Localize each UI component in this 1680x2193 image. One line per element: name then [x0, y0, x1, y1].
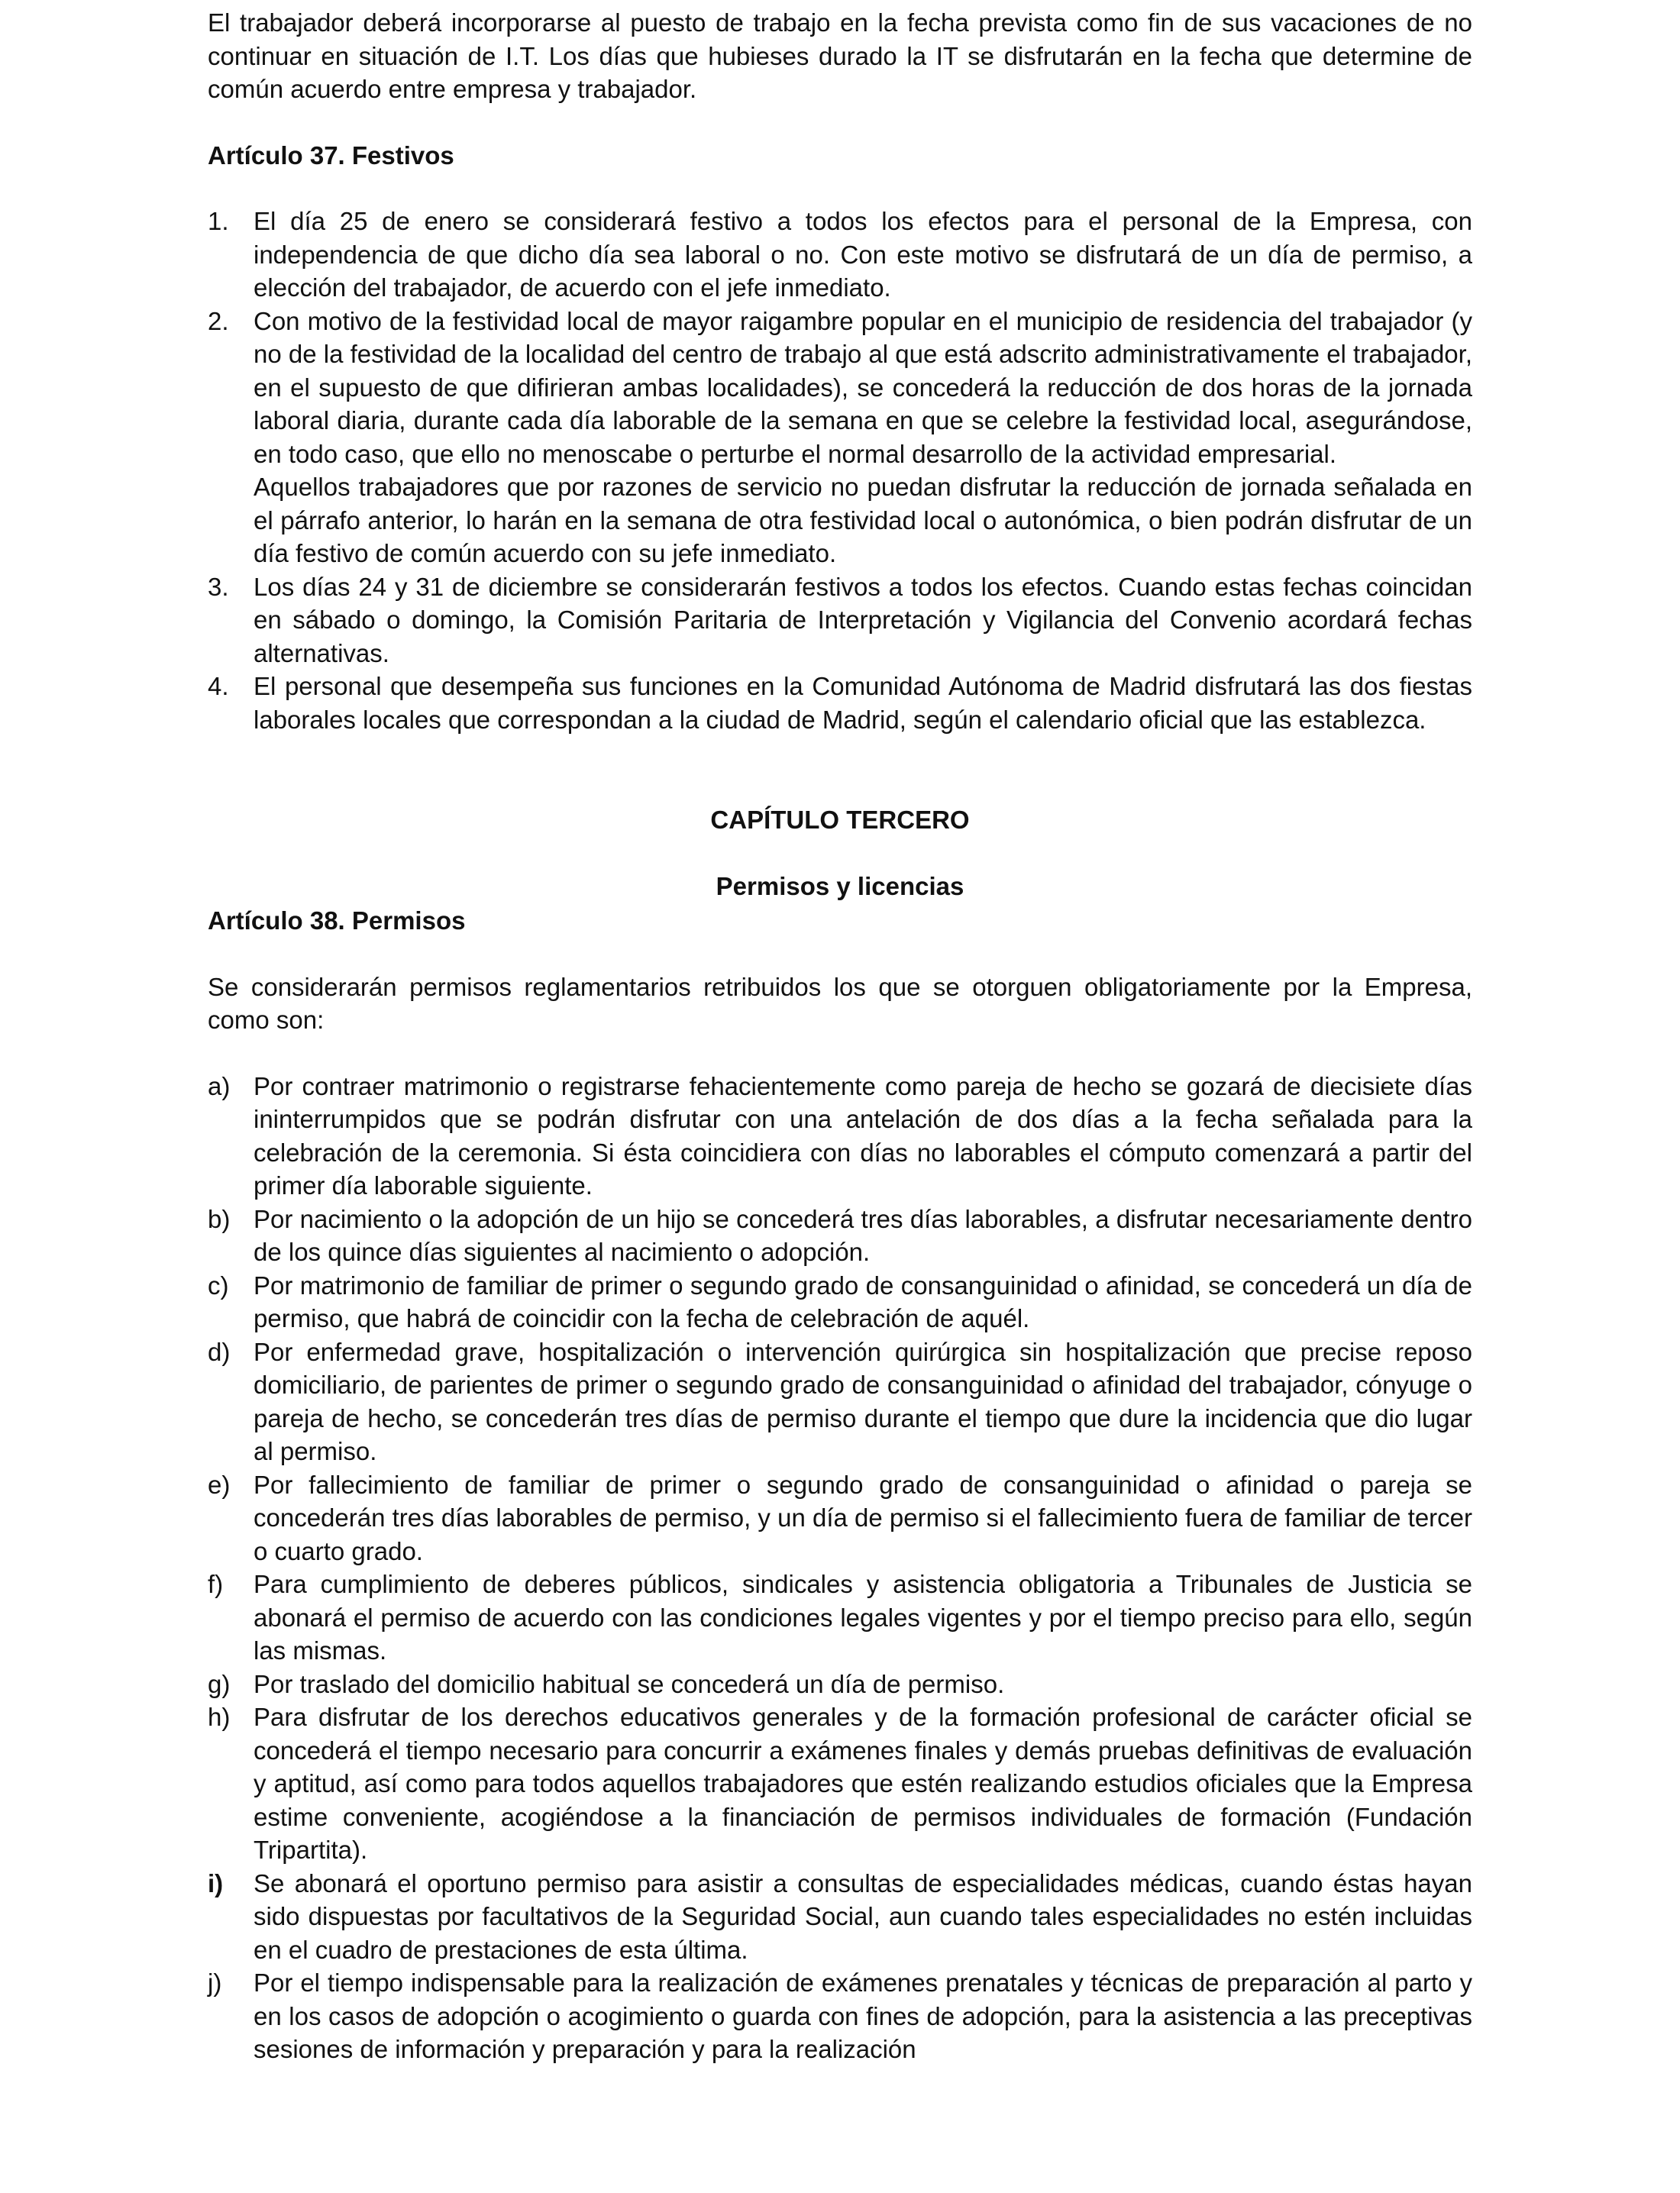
list-marker: a)	[208, 1071, 231, 1100]
list-item	[208, 205, 1472, 305]
article-38-intro: Se considerarán permisos reglamentarios retribuidos los que se otorguen obligatoriamente por la Empresa, como son:	[208, 972, 1472, 1034]
list-item	[208, 670, 1472, 736]
list-item-text: Los días 24 y 31 de diciembre se considerarán festivos a todos los efectos. Cuando estas fechas coincidan en sábado o domingo, la Comisión Paritaria de Interpretación y Vigilancia del Convenio acordará fechas alternativas.	[254, 572, 1472, 667]
list-item	[208, 1336, 1472, 1468]
list-item	[208, 1668, 1472, 1701]
document-page	[208, 6, 1472, 2066]
list-item	[208, 1966, 1472, 2066]
list-item-text: El día 25 de enero se considerará festivo a todos los efectos para el personal de la Empresa, con independencia de que dicho día sea laboral o no. Con este motivo se disfrutará de un día de permiso, a elección del trabajador, de acuerdo con el jefe inmediato.	[254, 207, 1472, 302]
list-marker: j)	[208, 1969, 222, 1997]
list-marker: 2.	[208, 306, 229, 335]
list-marker: 3.	[208, 572, 229, 601]
list-marker: e)	[208, 1470, 231, 1499]
list-marker: g)	[208, 1669, 231, 1698]
list-item	[208, 570, 1472, 670]
list-item-text: El personal que desempeña sus funciones en la Comunidad Autónoma de Madrid disfrutará las dos fiestas laborales locales que correspondan a la ciudad de Madrid, según el calendario oficial que las establezca.	[254, 672, 1472, 734]
list-item-text: Para cumplimiento de deberes públicos, sindicales y asistencia obligatoria a Tribunales de Justicia se abonará el permiso de acuerdo con las condiciones legales vigentes y por el tiempo preciso para ello, según las mismas.	[254, 1570, 1472, 1665]
list-item-text: Con motivo de la festividad local de mayor raigambre popular en el municipio de residencia del trabajador (y no de la festividad de la localidad del centro de trabajo al que está adscrito administrativamente el trabajador, en el supuesto de que difirieran ambas localidades), se concederá la reducción de dos horas de la jornada laboral diaria, durante cada día laborable de la semana en que se celebre la festividad local, asegurándose, en todo caso, que ello no menoscabe o perturbe el normal desarrollo de la actividad empresarial.	[254, 306, 1472, 468]
list-marker: b)	[208, 1204, 231, 1233]
list-item	[208, 1269, 1472, 1336]
chapter-subtitle: Permisos y licencias	[716, 871, 964, 900]
list-item-text: Por nacimiento o la adopción de un hijo se concederá tres días laborables, a disfrutar necesariamente dentro de los quince días siguientes al nacimiento o adopción.	[254, 1204, 1472, 1266]
list-marker: f)	[208, 1570, 224, 1598]
list-item-text: Por traslado del domicilio habitual se concederá un día de permiso.	[254, 1669, 1005, 1698]
list-marker: h)	[208, 1703, 231, 1731]
list-marker: 1.	[208, 207, 229, 235]
list-item-text: Por fallecimiento de familiar de primer o segundo grado de consanguinidad o afinidad o pareja se concederán tres días laborables de permiso, y un día de permiso si el fallecimiento fuera de familiar de tercer o cuarto grado.	[254, 1470, 1472, 1565]
article-38-title: Artículo 38. Permisos	[208, 906, 466, 935]
intro-paragraph: El trabajador deberá incorporarse al puesto de trabajo en la fecha prevista como fin de sus vacaciones de no continuar en situación de I.T. Los días que hubieses durado la IT se disfrutarán en la fecha que determine de común acuerdo entre empresa y trabajador.	[208, 8, 1472, 103]
list-item-text: Por matrimonio de familiar de primer o segundo grado de consanguinidad o afinidad, se concederá un día de permiso, que habrá de coincidir con la fecha de celebración de aquél.	[254, 1271, 1472, 1332]
list-item	[208, 1700, 1472, 1867]
list-marker: i)	[208, 1868, 224, 1897]
article-37-title: Artículo 37. Festivos	[208, 140, 454, 170]
list-item-text: Por contraer matrimonio o registrarse fehacientemente como pareja de hecho se gozará de diecisiete días ininterrumpidos que se podrán disfrutar con una antelación de dos días a la fecha señalada para la celebración de la ceremonia. Si ésta coincidiera con días no laborables el cómputo comenzará a partir del primer día laborable siguiente.	[254, 1071, 1472, 1200]
article-38-list	[208, 1070, 1472, 2066]
list-item	[208, 1568, 1472, 1668]
list-item-text: Por enfermedad grave, hospitalización o intervención quirúrgica sin hospitalización que precise reposo domiciliario, de parientes de primer o segundo grado de consanguinidad o afinidad del trabajador, cónyuge o pareja de hecho, se concederán tres días de permiso durante el tiempo que dure la incidencia que dio lugar al permiso.	[254, 1337, 1472, 1465]
list-item	[208, 1070, 1472, 1203]
list-item	[208, 1468, 1472, 1568]
list-item	[208, 1867, 1472, 1967]
article-37-list	[208, 205, 1472, 736]
list-item-extra-text: Aquellos trabajadores que por razones de servicio no puedan disfrutar la reducción de jornada señalada en el párrafo anterior, lo harán en la semana de otra festividad local o autonómica, o bien podrán disfrutar de un día festivo de común acuerdo con su jefe inmediato.	[254, 473, 1472, 567]
list-item	[208, 305, 1472, 570]
list-item-text: Se abonará el oportuno permiso para asistir a consultas de especialidades médicas, cuando éstas hayan sido dispuestas por facultativos de la Seguridad Social, aun cuando tales especialidades no estén incluidas en el cuadro de prestaciones de esta última.	[254, 1868, 1472, 1964]
list-marker: 4.	[208, 672, 229, 700]
list-item-text: Por el tiempo indispensable para la realización de exámenes prenatales y técnicas de preparación al parto y en los casos de adopción o acogimiento o guarda con fines de adopción, para la asistencia a las preceptivas sesiones de información y preparación y para la realización	[254, 1969, 1472, 2063]
list-item-text: Para disfrutar de los derechos educativos generales y de la formación profesional de carácter oficial se concederá el tiempo necesario para concurrir a exámenes finales y demás pruebas definitivas de evaluación y aptitud, así como para todos aquellos trabajadores que estén realizando estudios oficiales que la Empresa estime conveniente, acogiéndose a la financiación de permisos individuales de formación (Fundación Tripartita).	[254, 1703, 1472, 1864]
chapter-title: CAPÍTULO TERCERO	[710, 806, 970, 834]
list-marker: c)	[208, 1271, 229, 1300]
list-item	[208, 1203, 1472, 1269]
list-marker: d)	[208, 1337, 231, 1366]
